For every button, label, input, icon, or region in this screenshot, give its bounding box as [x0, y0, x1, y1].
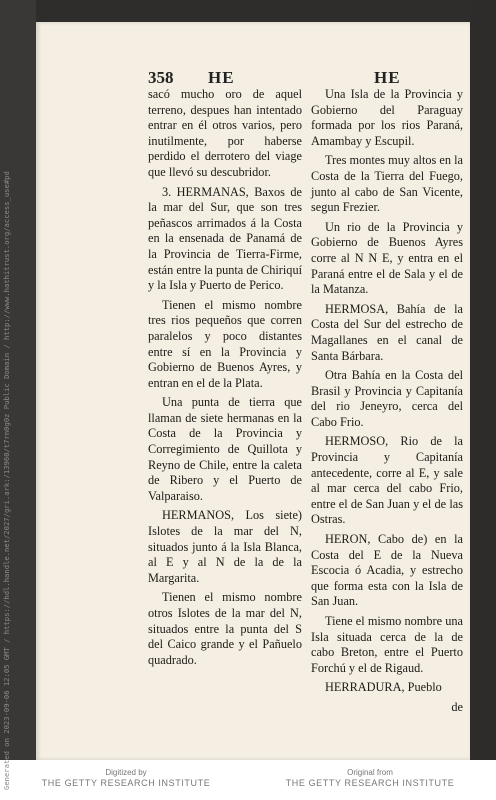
right-column: [311, 87, 463, 720]
scan-right-border: [470, 0, 496, 760]
left-column: [148, 87, 302, 672]
paragraph: HERON, Cabo de) en la Costa del E de la Nueva Escocia ó Acadia, y estrecho que forma esta con la Isla de San Juan.: [311, 532, 463, 609]
paragraph: Tiene el mismo nombre una Isla situada cerca de la de cabo Breton, entre el Puerto Forchú y el de Rigaud.: [311, 614, 463, 675]
paragraph: Una Isla de la Provincia y Gobierno del Paraguay formada por los rios Paraná, Amambay y Escupil.: [311, 87, 463, 148]
footer-original: [270, 768, 470, 788]
footer-original-label: Original from: [347, 768, 393, 777]
catchword: de: [451, 699, 463, 714]
generation-stamp: Generated on 2023-09-06 12:05 GMT / https://hdl.handle.net/2027/gri.ark:/13960/t7rn0g0z Public Domain / http://www.hathitrust.org/access_use#pd: [2, 171, 11, 790]
scan-top-border: [0, 0, 496, 22]
paragraph: sacó mucho oro de aquel terreno, despues han intentado entrar en él otros varios, pero inutilmente, por haberse perdido el derrotero del viage que llevó su descubridor.: [148, 87, 302, 179]
footer-digitized: [26, 768, 226, 788]
paragraph: HERRADURA, Pueblo: [325, 680, 442, 695]
paragraph: Una punta de tierra que llaman de siete hermanas en la Costa de la Provincia y Corregimiento de Quillota y Reyno de Chile, entre la caleta de Ribero y el Puerto de Valparaiso.: [148, 395, 302, 503]
footer-digitized-label: Digitized by: [105, 768, 147, 777]
page-number: 358: [148, 68, 174, 87]
paragraph: Un rio de la Provincia y Gobierno de Buenos Ayres corre al N N E, y entra en el Paraná entre el de Sala y el de la Matanza.: [311, 219, 463, 297]
paragraph: 3. HERMANAS, Baxos de la mar del Sur, que son tres peñascos arrimados á la Costa en la ensenada de Panamá de la Provincia de Tierra-Firme, están entre la punta de Chiriquí y la Isla y Puerto de Perico.: [148, 184, 303, 293]
paragraph: Tienen el mismo nombre otros Islotes de la mar del N, situados entre la punta del S del Caico grande y el Pañuelo quadrado.: [148, 590, 302, 667]
paragraph: Tres montes muy altos en la Costa de la Tierra del Fuego, junto al cabo de San Vicente, segun Frezier.: [311, 153, 463, 215]
right-heading: HE: [374, 68, 401, 87]
paragraph: HERMOSO, Rio de la Provincia y Capitanía antecedente, corre al E, y sale al mar cerca del cabo Frio, entre el de San Juan y el de las Ostras.: [311, 434, 463, 527]
paragraph: HERMOSA, Bahía de la Costa del Sur del estrecho de Magallanes en el canal de Santa Bárbara.: [311, 301, 463, 363]
left-heading: HE: [208, 68, 235, 87]
paragraph: Otra Bahía en la Costa del Brasil y Provincia y Capitanía del rio Jeneyro, cerca del Cabo Frio.: [311, 368, 463, 429]
footer-digitized-institution: THE GETTY RESEARCH INSTITUTE: [41, 778, 211, 788]
footer-original-institution: THE GETTY RESEARCH INSTITUTE: [285, 778, 455, 788]
paragraph: Tienen el mismo nombre tres rios pequeños que corren paralelos y poco distantes entre sí en la Provincia y Gobierno de Buenos Ayres, y entran en el de la Plata.: [148, 297, 302, 390]
paragraph: HERMANOS, Los siete) Islotes de la mar del N, situados junto á la Isla Blanca, al E y al N de la de la Margarita.: [148, 508, 302, 585]
